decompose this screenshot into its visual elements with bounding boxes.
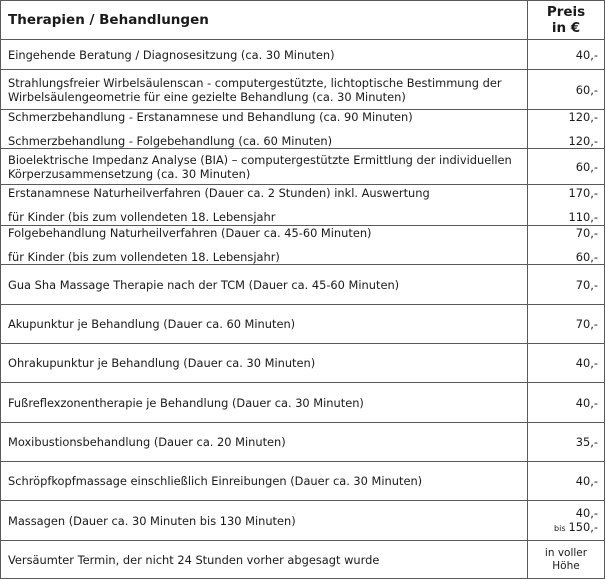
row-price: 40,- xyxy=(528,40,605,70)
row-description: Schröpfkopfmassage einschließlich Einreibungen (Dauer ca. 30 Minuten) xyxy=(1,462,528,501)
row-description: Gua Sha Massage Therapie nach der TCM (Dauer ca. 45-60 Minuten) xyxy=(1,265,528,305)
row-description: Fußreflexzonentherapie je Behandlung (Dauer ca. 30 Minuten) xyxy=(1,383,528,423)
table-header-row xyxy=(1,1,605,40)
row-price: 40,- xyxy=(528,462,605,501)
table-row xyxy=(1,462,605,501)
row-price: 40,- xyxy=(528,383,605,423)
row-price: 70,- xyxy=(528,265,605,305)
row-description: Versäumter Termin, der nicht 24 Stunden vorher abgesagt wurde xyxy=(1,541,528,579)
row-description-line2: für Kinder (bis zum vollendeten 18. Lebensjahr xyxy=(8,210,276,224)
row-description: Akupunktur je Behandlung (Dauer ca. 60 Minuten) xyxy=(1,305,528,344)
row-price xyxy=(528,501,605,541)
row-price-line1: 40,- xyxy=(575,505,598,520)
row-price: 70,- xyxy=(528,305,605,344)
row-price xyxy=(528,226,605,265)
row-price-line1: 70,- xyxy=(575,226,598,240)
row-description: Ohrakupunktur je Behandlung (Dauer ca. 30 Minuten) xyxy=(1,344,528,383)
table-row xyxy=(1,344,605,383)
row-price xyxy=(528,110,605,149)
table-row xyxy=(1,40,605,70)
row-description xyxy=(1,110,528,149)
row-description-line2: Schmerzbehandlung - Folgebehandlung (ca. 60 Minuten) xyxy=(8,134,333,148)
row-price: 40,- xyxy=(528,344,605,383)
row-price-line2: 120,- xyxy=(568,134,598,148)
table-row xyxy=(1,226,605,265)
header-price-line1: Preis xyxy=(546,4,586,20)
row-description-line2: für Kinder (bis zum vollendeten 18. Lebensjahr) xyxy=(8,250,280,264)
table-row xyxy=(1,149,605,185)
row-description: Moxibustionsbehandlung (Dauer ca. 20 Minuten) xyxy=(1,423,528,462)
row-price: 60,- xyxy=(528,149,605,185)
row-price-line2: 110,- xyxy=(568,210,598,224)
row-price-line2: Höhe xyxy=(552,559,580,572)
row-price: 60,- xyxy=(528,70,605,110)
row-price-line1: in voller xyxy=(544,546,588,559)
table-row xyxy=(1,110,605,149)
row-price xyxy=(528,185,605,226)
row-description: Bioelektrische Impedanz Analyse (BIA) – computergestützte Ermittlung der individuellen Körperzusammensetzung (ca. 30 Minuten) xyxy=(1,149,528,185)
row-description xyxy=(1,226,528,265)
header-price-line2: in € xyxy=(551,20,581,36)
row-description-line1: Schmerzbehandlung - Erstanamnese und Behandlung (ca. 90 Minuten) xyxy=(8,110,413,124)
row-price-bis: bis xyxy=(554,523,566,533)
row-price-line2: 60,- xyxy=(575,250,598,264)
row-description-line1: Folgebehandlung Naturheilverfahren (Dauer ca. 45-60 Minuten) xyxy=(8,226,372,240)
row-price-line2: 150,- xyxy=(568,519,598,534)
table-row xyxy=(1,423,605,462)
row-description: Eingehende Beratung / Diagnosesitzung (ca. 30 Minuten) xyxy=(1,40,528,70)
table-row xyxy=(1,305,605,344)
row-price xyxy=(528,541,605,579)
row-description: Strahlungsfreier Wirbelsäulenscan - computergestützte, lichtoptische Bestimmung der Wirbelsäulengeometrie für eine gezielte Behandlung (ca. 30 Minuten) xyxy=(1,70,528,110)
row-price: 35,- xyxy=(528,423,605,462)
row-price-line1: 120,- xyxy=(568,110,598,124)
row-description-line1: Erstanamnese Naturheilverfahren (Dauer ca. 2 Stunden) inkl. Auswertung xyxy=(8,186,430,200)
table-row xyxy=(1,185,605,226)
header-therapies: Therapien / Behandlungen xyxy=(1,1,528,40)
row-price-line1: 170,- xyxy=(568,186,598,200)
table-row xyxy=(1,541,605,579)
table-row xyxy=(1,70,605,110)
table-row xyxy=(1,265,605,305)
table-row xyxy=(1,501,605,541)
header-price xyxy=(528,1,605,40)
table-row xyxy=(1,383,605,423)
row-description xyxy=(1,185,528,226)
row-description: Massagen (Dauer ca. 30 Minuten bis 130 Minuten) xyxy=(1,501,528,541)
